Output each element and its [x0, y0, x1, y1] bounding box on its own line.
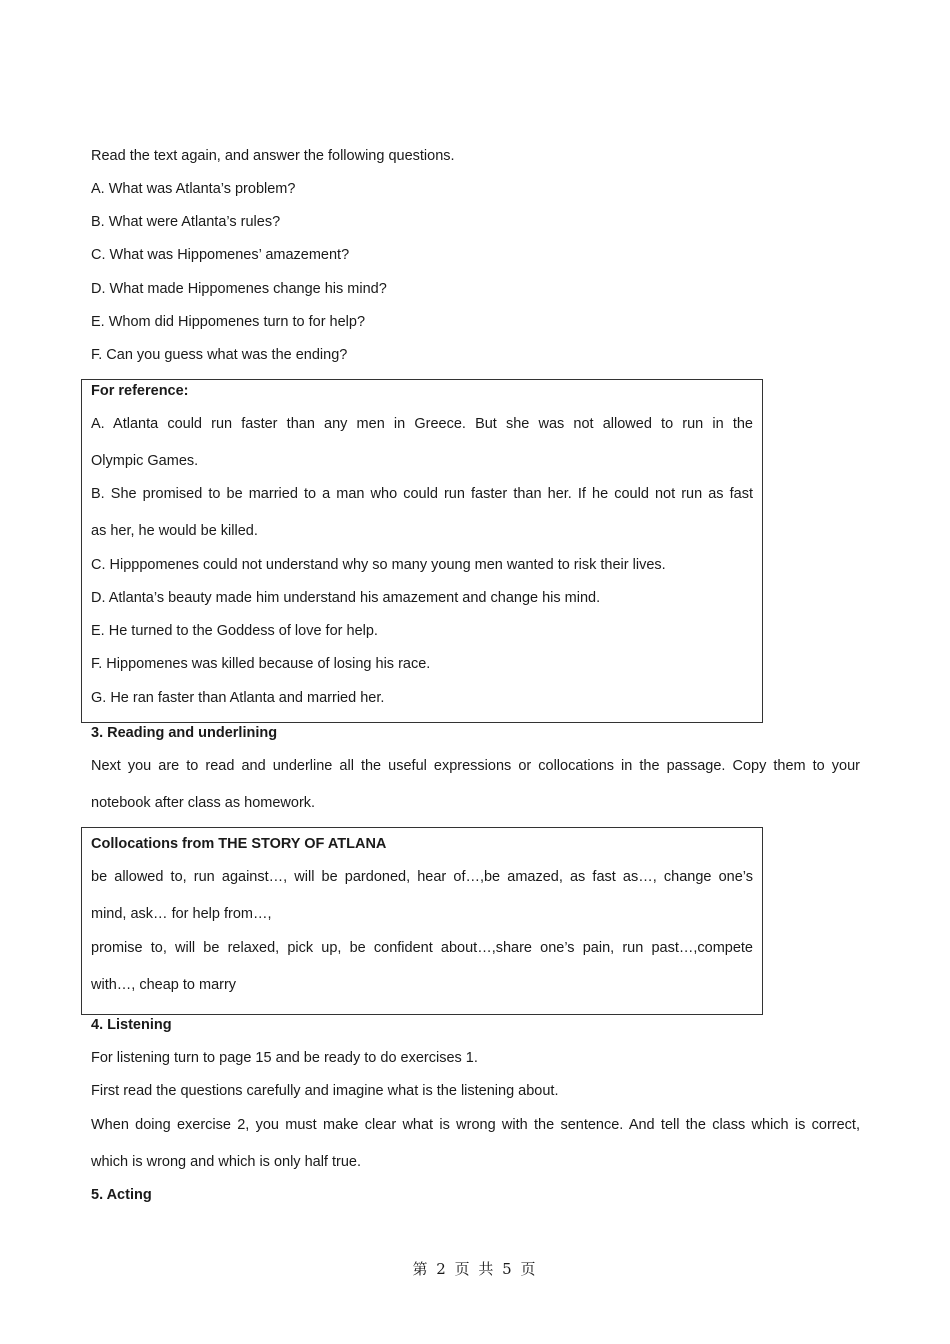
collocations-box: [81, 827, 763, 1015]
section5-heading: 5. Acting: [91, 1187, 152, 1203]
section3-heading: 3. Reading and underlining: [91, 725, 278, 741]
reference-g: G. He ran faster than Atlanta and married her.: [91, 690, 385, 706]
reference-e: E. He turned to the Goddess of love for help.: [91, 623, 378, 639]
section4-line4: which is wrong and which is only half true.: [91, 1154, 361, 1170]
section3-line2: notebook after class as homework.: [91, 795, 316, 811]
question-e: E. Whom did Hippomenes turn to for help?: [91, 314, 366, 330]
page-footer: 第 2 页 共 5 页: [412, 1260, 538, 1278]
intro-text: Read the text again, and answer the following questions.: [91, 148, 455, 164]
reference-d: D. Atlanta’s beauty made him understand his amazement and change his mind.: [91, 590, 601, 606]
question-d: D. What made Hippomenes change his mind?: [91, 281, 387, 297]
section4-line2: First read the questions carefully and imagine what is the listening about.: [91, 1083, 559, 1099]
section4-line3: When doing exercise 2, you must make clear what is wrong with the sentence. And tell the class which is correct,: [91, 1117, 860, 1133]
question-f: F. Can you guess what was the ending?: [91, 347, 348, 363]
reference-c: C. Hipppomenes could not understand why so many young men wanted to risk their lives.: [91, 557, 666, 573]
reference-box: [81, 379, 763, 723]
collocations-title: Collocations from THE STORY OF ATLANA: [91, 836, 387, 852]
collocations-p1-line2: mind, ask… for help from…,: [91, 906, 272, 922]
collocations-p2-line1: promise to, will be relaxed, pick up, be confident about…,share one’s pain, run past…,compete: [91, 940, 753, 956]
question-a: A. What was Atlanta’s problem?: [91, 181, 296, 197]
collocations-p2-line2: with…, cheap to marry: [91, 977, 237, 993]
reference-b-line2: as her, he would be killed.: [91, 523, 258, 539]
reference-title: For reference:: [91, 383, 189, 399]
question-c: C. What was Hippomenes’ amazement?: [91, 247, 350, 263]
reference-a-line2: Olympic Games.: [91, 453, 199, 469]
reference-b-line1: B. She promised to be married to a man who could run faster than her. If he could not run as fast: [91, 486, 753, 502]
section4-line1: For listening turn to page 15 and be ready to do exercises 1.: [91, 1050, 478, 1066]
section3-line1: Next you are to read and underline all the useful expressions or collocations in the passage. Copy them to your: [91, 758, 860, 774]
reference-f: F. Hippomenes was killed because of losing his race.: [91, 656, 431, 672]
collocations-p1-line1: be allowed to, run against…, will be pardoned, hear of…,be amazed, as fast as…, change one’s: [91, 869, 753, 885]
question-b: B. What were Atlanta’s rules?: [91, 214, 281, 230]
reference-a-line1: A. Atlanta could run faster than any men in Greece. But she was not allowed to run in the: [91, 416, 753, 432]
section4-heading: 4. Listening: [91, 1017, 172, 1033]
